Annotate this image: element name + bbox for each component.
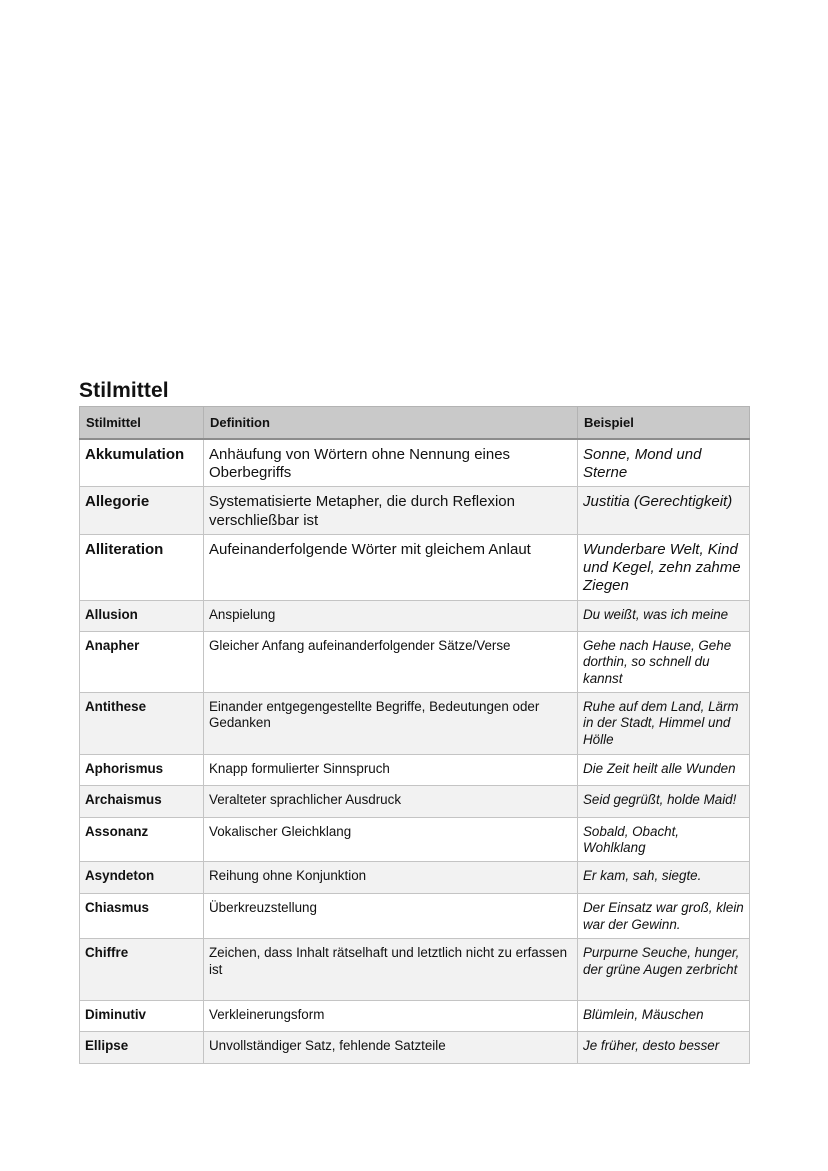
example-cell: Sobald, Obacht, Wohlklang	[578, 817, 750, 861]
table-row	[80, 600, 750, 631]
definition-cell: Knapp formulierter Sinnspruch	[204, 754, 578, 785]
definition-cell: Einander entgegengestellte Begriffe, Bedeutungen oder Gedanken	[204, 692, 578, 754]
definition-cell: Reihung ohne Konjunktion	[204, 862, 578, 894]
term-cell: Antithese	[80, 692, 204, 754]
example-cell: Je früher, desto besser	[578, 1032, 750, 1064]
table-row	[80, 631, 750, 692]
example-cell: Du weißt, was ich meine	[578, 600, 750, 631]
term-cell: Ellipse	[80, 1032, 204, 1064]
definition-cell: Anhäufung von Wörtern ohne Nennung eines Oberbegriffs	[204, 439, 578, 487]
term-cell: Archaismus	[80, 785, 204, 817]
table-row	[80, 862, 750, 894]
table-row	[80, 939, 750, 1001]
table-row	[80, 754, 750, 785]
column-header-stilmittel: Stilmittel	[80, 407, 204, 440]
column-header-definition: Definition	[204, 407, 578, 440]
definition-cell: Veralteter sprachlicher Ausdruck	[204, 785, 578, 817]
example-cell: Ruhe auf dem Land, Lärm in der Stadt, Himmel und Hölle	[578, 692, 750, 754]
example-cell: Wunderbare Welt, Kind und Kegel, zehn zahme Ziegen	[578, 534, 750, 600]
definition-cell: Zeichen, dass Inhalt rätselhaft und letztlich nicht zu erfassen ist	[204, 939, 578, 1001]
table-row	[80, 1032, 750, 1064]
table-header-row	[80, 407, 750, 440]
example-cell: Die Zeit heilt alle Wunden	[578, 754, 750, 785]
term-cell: Allusion	[80, 600, 204, 631]
definition-cell: Systematisierte Metapher, die durch Reflexion verschließbar ist	[204, 487, 578, 534]
example-cell: Purpurne Seuche, hunger, der grüne Augen zerbricht	[578, 939, 750, 1001]
table-row	[80, 817, 750, 861]
page-title: Stilmittel	[79, 379, 169, 402]
table-row	[80, 785, 750, 817]
example-cell: Gehe nach Hause, Gehe dorthin, so schnell du kannst	[578, 631, 750, 692]
table-row	[80, 692, 750, 754]
definition-cell: Aufeinanderfolgende Wörter mit gleichem Anlaut	[204, 534, 578, 600]
term-cell: Chiffre	[80, 939, 204, 1001]
column-header-beispiel: Beispiel	[578, 407, 750, 440]
example-cell: Sonne, Mond und Sterne	[578, 439, 750, 487]
table-row	[80, 439, 750, 487]
table-row	[80, 487, 750, 534]
term-cell: Aphorismus	[80, 754, 204, 785]
stilmittel-table	[79, 406, 750, 1064]
definition-cell: Anspielung	[204, 600, 578, 631]
example-cell: Blümlein, Mäuschen	[578, 1001, 750, 1032]
definition-cell: Verkleinerungsform	[204, 1001, 578, 1032]
term-cell: Anapher	[80, 631, 204, 692]
definition-cell: Vokalischer Gleichklang	[204, 817, 578, 861]
term-cell: Diminutiv	[80, 1001, 204, 1032]
term-cell: Allegorie	[80, 487, 204, 534]
table-row	[80, 894, 750, 939]
definition-cell: Überkreuzstellung	[204, 894, 578, 939]
term-cell: Akkumulation	[80, 439, 204, 487]
term-cell: Asyndeton	[80, 862, 204, 894]
example-cell: Der Einsatz war groß, klein war der Gewinn.	[578, 894, 750, 939]
term-cell: Alliteration	[80, 534, 204, 600]
term-cell: Chiasmus	[80, 894, 204, 939]
table-row	[80, 534, 750, 600]
example-cell: Seid gegrüßt, holde Maid!	[578, 785, 750, 817]
example-cell: Er kam, sah, siegte.	[578, 862, 750, 894]
table-row	[80, 1001, 750, 1032]
definition-cell: Unvollständiger Satz, fehlende Satzteile	[204, 1032, 578, 1064]
definition-cell: Gleicher Anfang aufeinanderfolgender Sätze/Verse	[204, 631, 578, 692]
term-cell: Assonanz	[80, 817, 204, 861]
example-cell: Justitia (Gerechtigkeit)	[578, 487, 750, 534]
